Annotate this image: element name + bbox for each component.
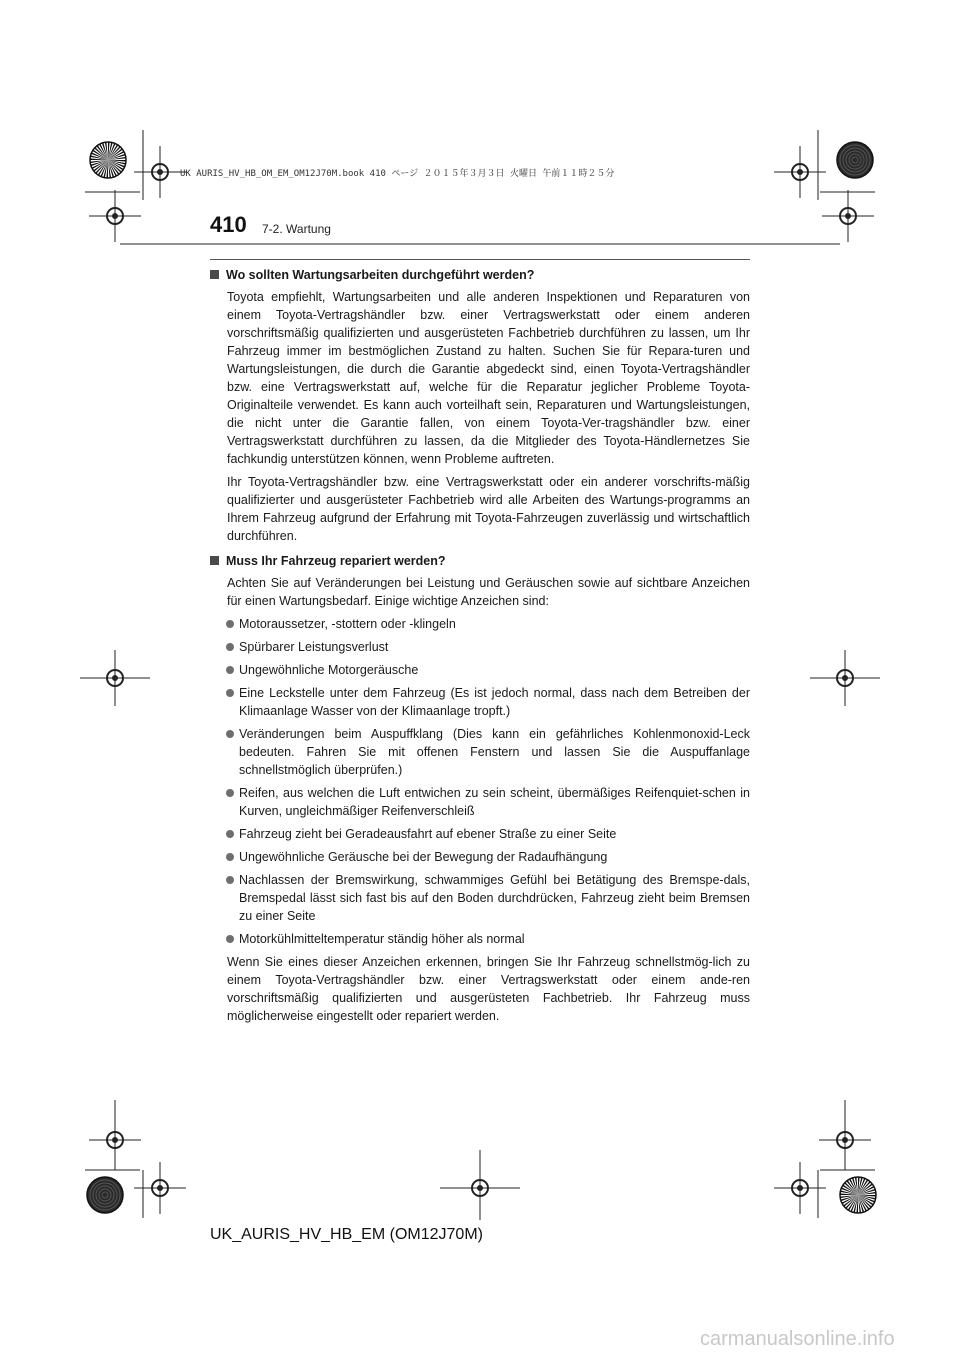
crosshair-dot xyxy=(157,1185,163,1191)
page-content xyxy=(210,266,750,1030)
watermark: carmanualsonline.info xyxy=(700,1328,895,1350)
paragraph: Wenn Sie eines dieser Anzeichen erkennen, bringen Sie Ihr Fahrzeug schnellstmög-lich zu einem Toyota-Vertragshändler bzw. einer Vertragswerkstatt oder einem ande-ren vorschriftsmäßig qualifizierten und ausgerüsteten Fachbetrieb. Ihr Fahrzeug muss möglicherweise eingestellt oder repariert werden. xyxy=(227,955,750,1023)
heading-text: Muss Ihr Fahrzeug repariert werden? xyxy=(226,554,446,568)
section-heading-where xyxy=(210,266,750,284)
crosshair-dot xyxy=(112,213,118,219)
list-item: Nachlassen der Bremswirkung, schwammiges Gefühl bei Betätigung des Bremspe-dals, Bremspedal lässt sich fast bis auf den Boden durchdrücken, Fahrzeug zieht beim Bremsen zu einer Seite xyxy=(210,871,750,925)
circle-bullet-icon xyxy=(226,689,234,697)
section-title: 7-2. Wartung xyxy=(262,222,331,236)
document-code: UK_AURIS_HV_HB_EM (OM12J70M) xyxy=(210,1226,483,1243)
list-item: Motoraussetzer, -stottern oder -klingeln xyxy=(210,615,750,633)
list-item: Eine Leckstelle unter dem Fahrzeug (Es ist jedoch normal, dass nach dem Betreiben der Klimaanlage Wasser von der Klimaanlage tropft.) xyxy=(210,684,750,720)
heading-text: Wo sollten Wartungsarbeiten durchgeführt werden? xyxy=(226,268,535,282)
list-item: Motorkühlmitteltemperatur ständig höher als normal xyxy=(210,930,750,948)
square-bullet-icon xyxy=(210,556,219,565)
page-number: 410 xyxy=(210,212,247,237)
square-bullet-icon xyxy=(210,270,219,279)
list-item: Spürbarer Leistungsverlust xyxy=(210,638,750,656)
circle-bullet-icon xyxy=(226,830,234,838)
paragraph: Toyota empfiehlt, Wartungsarbeiten und alle anderen Inspektionen und Reparaturen von einem Toyota-Vertragshändler bzw. einer Vertragswerkstatt oder einem anderen vorschriftsmäßig qualifizierten und ausgerüsteten Fachbetrieb durchführen zu lassen, um Ihr Fahrzeug immer im bestmöglichen Zustand zu halten. Suchen Sie für Repara-turen und Wartungsleistungen, die durch die Garantie abgedeckt sind, einen Toyota-Vertragshändler bzw. eine Vertragswerkstatt auf, welche für die Reparatur jeglicher Probleme Toyota-Originalteile verwendet. Es kann auch vorteilhaft sein, Reparaturen und Wartungsleistungen, die nicht unter die Garantie fallen, von einem Toyota-Ver-tragshändler bzw. einer Vertragswerkstatt durchführen zu lassen, da die Mitglieder des Toyota-Händlernetzes Sie fachkundig unterstützen können, wenn Probleme auftreten. xyxy=(227,290,750,466)
crosshair-dot xyxy=(845,213,851,219)
crosshair-dot xyxy=(797,1185,803,1191)
crosshair-dot xyxy=(797,169,803,175)
paragraph: Ihr Toyota-Vertragshändler bzw. eine Vertragswerkstatt oder ein anderer vorschrifts-mäßig qualifizierter und ausgerüsteter Fachbetrieb wird alle Arbeiten des Wartungs-programms an Ihrem Fahrzeug aufgrund der Erfahrung mit Toyota-Fahrzeugen zuverlässig und wirtschaftlich durchführen. xyxy=(227,475,750,543)
circle-bullet-icon xyxy=(226,876,234,884)
circle-bullet-icon xyxy=(226,620,234,628)
paragraph: Achten Sie auf Veränderungen bei Leistung und Geräuschen sowie auf sichtbare Anzeichen für einen Wartungsbedarf. Einige wichtige Anzeichen sind: xyxy=(227,576,750,608)
circle-bullet-icon xyxy=(226,853,234,861)
circle-bullet-icon xyxy=(226,730,234,738)
section-heading-repair xyxy=(210,552,750,570)
circle-bullet-icon xyxy=(226,643,234,651)
circle-bullet-icon xyxy=(226,789,234,797)
list-item: Fahrzeug zieht bei Geradeausfahrt auf ebener Straße zu einer Seite xyxy=(210,825,750,843)
registration-disc-icon xyxy=(837,142,873,178)
list-item: Veränderungen beim Auspuffklang (Dies kann ein gefährliches Kohlenmonoxid-Leck bedeuten. Fahren Sie mit offenen Fenstern und lassen Sie die Auspuffanlage schnellstmöglich überprüfen.) xyxy=(210,725,750,779)
header-rule xyxy=(210,259,750,260)
print-info-line: UK AURIS_HV_HB_OM_EM_OM12J70M.book 410 ページ ２０１５年３月３日 火曜日 午前１１時２５分 xyxy=(180,169,615,179)
list-item: Ungewöhnliche Motorgeräusche xyxy=(210,661,750,679)
circle-bullet-icon xyxy=(226,666,234,674)
list-item: Ungewöhnliche Geräusche bei der Bewegung der Radaufhängung xyxy=(210,848,750,866)
crosshair-dot xyxy=(157,169,163,175)
list-item: Reifen, aus welchen die Luft entwichen zu sein scheint, übermäßiges Reifenquiet-schen in Kurven, ungleichmäßiger Reifenverschleiß xyxy=(210,784,750,820)
registration-disc-icon xyxy=(87,1177,123,1213)
circle-bullet-icon xyxy=(226,935,234,943)
